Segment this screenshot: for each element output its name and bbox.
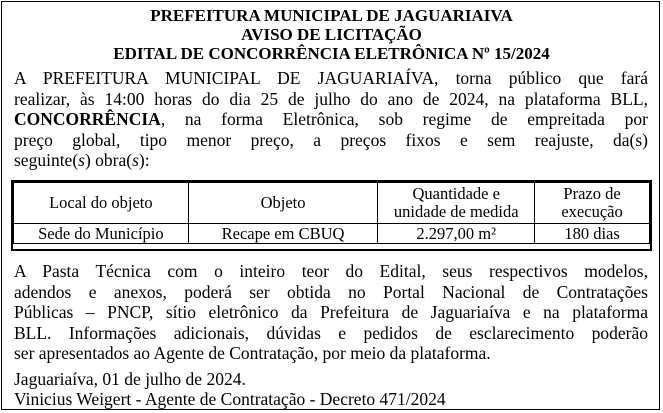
intro-fragment-italic: s [132,150,139,170]
notice-date: Jaguariaíva, 01 de julho de 2024. [14,369,246,389]
info-line: adendos e anexos, poderá ser obtida no Portal Nacional de Contratações [14,281,648,302]
col-header-prazo-line1: Prazo de [563,184,621,203]
cell-quantidade: 2.297,00 m² [378,224,535,244]
intro-fragment: seguinte( [14,150,79,170]
col-header-local [14,183,189,224]
notice-signature: Vinicius Weigert - Agente de Contratação - Decreto 471/2024 [14,389,446,409]
object-table [13,182,650,244]
header-edital-title: EDITAL DE CONCORRÊNCIA ELETRÔNICA Nº 15/2024 [113,44,550,63]
intro-fragment: ): [138,150,150,170]
col-header-prazo [535,183,650,224]
col-header-objeto [188,183,378,224]
info-paragraph [14,261,648,364]
info-line: BLL. Informações adicionais, dúvidas e pedidos de esclarecimento poderão [14,322,648,343]
table-row [14,224,650,244]
intro-line: preço global, tipo menor preço, a preços fixos e sem reajuste, da(s) [14,129,648,150]
notice-header [0,6,663,63]
col-header-prazo-line2: execução [561,202,623,221]
intro-line [14,109,648,130]
col-header-objeto-text: Objeto [260,193,306,212]
info-line: ser apresentados ao Agente de Contratação, por meio da plataforma. [14,343,491,363]
cell-local: Sede do Município [14,224,189,244]
intro-line: realizar, às 14:00 horas do dia 25 de julho do ano de 2024, na plataforma BLL, [14,88,648,109]
cell-objeto: Recape em CBUQ [188,224,378,244]
table-header-row [14,183,650,224]
intro-line: A PREFEITURA MUNICIPAL DE JAGUARIAÍVA, torna público que fará [14,68,648,88]
intro-line [14,150,648,171]
header-municipality: PREFEITURA MUNICIPAL DE JAGUARIAIVA [150,6,513,25]
intro-fragment-italic: s [78,150,85,170]
col-header-quantidade-line1: Quantidade e [412,184,500,203]
intro-line-rest: , na forma Eletrônica, sob regime de empreitada por [160,109,648,129]
cell-prazo: 180 dias [535,224,650,244]
col-header-quantidade-line2: unidade de medida [393,202,519,221]
col-header-local-text: Local do objeto [49,193,153,212]
modality-bold: CONCORRÊNCIA [14,109,161,129]
header-notice-type: AVISO DE LICITAÇÃO [241,25,422,44]
info-line: A Pasta Técnica com o inteiro teor do Edital, seus respectivos modelos, [14,261,648,281]
intro-paragraph [14,68,648,171]
info-line: Públicas – PNCP, sítio eletrônico da Prefeitura de Jaguariaíva e na plataforma [14,302,648,322]
intro-fragment: ) obra( [84,150,133,170]
col-header-quantidade [378,183,535,224]
